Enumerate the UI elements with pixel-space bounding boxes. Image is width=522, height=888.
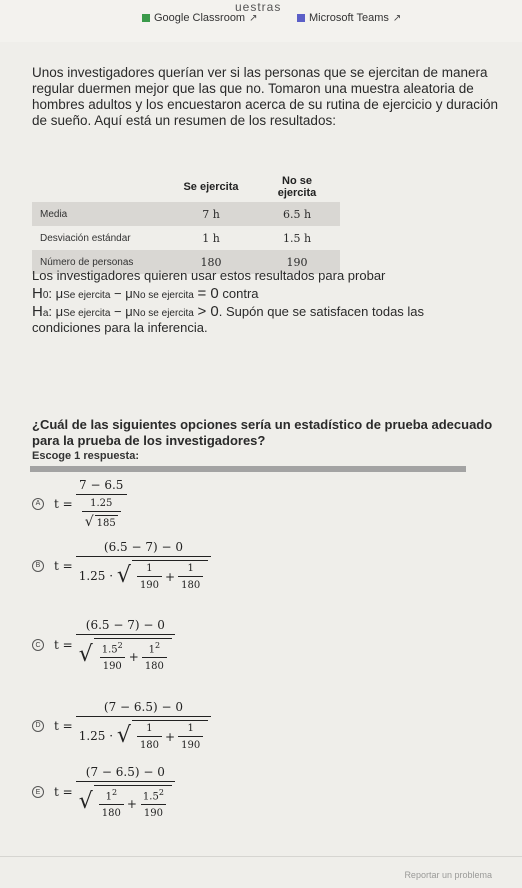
row-label: Media [32, 202, 168, 226]
term-base: 1.5 [142, 791, 159, 803]
table-cell: 180 [168, 250, 254, 274]
option-c[interactable] [32, 618, 178, 672]
col-header-exercise: Se ejercita [183, 181, 239, 193]
fraction [76, 540, 211, 591]
col-header-no-exercise: No se ejercita [277, 175, 317, 199]
external-link-icon: ↗ [249, 12, 258, 24]
square-root [85, 515, 118, 529]
plus-sign: + [165, 570, 176, 584]
term [99, 641, 126, 672]
radicand [132, 560, 208, 591]
radio-d[interactable]: D [32, 720, 44, 732]
term-base: 1 [148, 644, 155, 656]
term-den: 190 [137, 576, 162, 591]
ha-symbol: H [32, 303, 43, 320]
term-den: 180 [142, 657, 167, 672]
term-base: 1.5 [101, 644, 118, 656]
mu-symbol: μ [125, 304, 133, 319]
h0-subscript: 0 [42, 290, 49, 301]
term-num: 1 [146, 563, 153, 574]
exponent: 2 [111, 788, 118, 797]
radicand: 185 [95, 515, 118, 529]
radicand [94, 638, 172, 672]
row-label: Número de personas [32, 250, 168, 274]
table-cell: 6.5 h [254, 202, 340, 226]
term-num: 1 [146, 723, 153, 734]
denominator [76, 716, 211, 751]
term-num: 1 [187, 563, 194, 574]
table-row [32, 202, 340, 226]
numerator: 7 − 6.5 [79, 478, 124, 492]
term [137, 723, 162, 751]
term-den: 180 [137, 736, 162, 751]
table-cell: 7 h [168, 202, 254, 226]
plus-sign: + [165, 730, 176, 744]
radio-e[interactable]: E [32, 786, 44, 798]
inner-denominator [82, 511, 121, 529]
radio-b[interactable]: B [32, 560, 44, 572]
formula-e [54, 765, 178, 819]
term-den: 180 [178, 576, 203, 591]
square-root [117, 560, 208, 591]
denominator [76, 494, 127, 529]
coefficient: 1.25 · [78, 728, 114, 743]
equals-sign: = [62, 718, 73, 733]
radical-icon: √ [116, 562, 131, 588]
ha-relation: > 0 [197, 303, 219, 320]
plus-sign: + [126, 796, 137, 811]
formula-d [54, 700, 214, 751]
term-den: 180 [99, 804, 124, 819]
term-den: 190 [178, 736, 203, 751]
teams-label: Microsoft Teams [309, 12, 389, 24]
option-e[interactable] [32, 765, 178, 819]
h0-relation: = 0 [197, 285, 219, 302]
equals-sign: = [62, 785, 73, 800]
formula-a [54, 478, 130, 529]
top-cut-text: uestras [235, 0, 282, 14]
table-cell: 1 h [202, 231, 220, 245]
numerator: (6.5 − 7) − 0 [85, 618, 165, 632]
denominator [76, 556, 211, 591]
divider-bar [30, 466, 466, 472]
radical-icon: √ [78, 789, 93, 815]
numerator: (6.5 − 7) − 0 [103, 540, 183, 554]
question-text: ¿Cuál de las siguientes opciones sería un estadístico de prueba adecuado para la prueba de los investigadores? [32, 417, 493, 448]
term-num: 1 [187, 723, 194, 734]
square-root [79, 785, 172, 819]
mu-subscript: No se ejercita [132, 290, 194, 301]
denominator [76, 634, 175, 672]
minus-sign: − [114, 304, 122, 319]
term-den: 190 [141, 804, 166, 819]
mu-symbol: μ [55, 286, 64, 301]
option-a[interactable] [32, 478, 130, 529]
contra-text: contra [222, 286, 259, 301]
hypothesis-tail: . Supón que se satisfacen todas las [218, 304, 425, 319]
t-symbol: t [54, 638, 59, 653]
square-root [79, 638, 172, 672]
numerator: (7 − 6.5) − 0 [103, 700, 183, 714]
teams-link[interactable] [297, 12, 401, 24]
null-hypothesis: H0: μSe ejercita − μNo se ejercita = 0 contra [32, 285, 259, 302]
radio-c[interactable]: C [32, 639, 44, 651]
t-symbol: t [54, 558, 59, 573]
fraction [76, 618, 175, 672]
row-label: Desviación estándar [40, 232, 131, 244]
term-den: 190 [100, 657, 125, 672]
fraction [76, 700, 211, 751]
mu-symbol: μ [55, 304, 64, 319]
fraction [76, 765, 175, 819]
table-header-row [32, 172, 340, 202]
equals-sign: = [62, 638, 73, 653]
footer-divider [0, 856, 522, 857]
numerator: (7 − 6.5) − 0 [85, 765, 165, 779]
fraction [76, 478, 127, 529]
table-cell: 190 [254, 250, 340, 274]
formula-c [54, 618, 178, 672]
option-b[interactable] [32, 540, 214, 591]
minus-sign: − [114, 286, 122, 301]
problem-intro: Unos investigadores querían ver si las personas que se ejercitan de manera regular duermen mejor que las que no. Tomaron una muestra aleatoria de hombres adultos y los encuestaron acerca de su rutina de ejercicio y duración de sueño. Aquí está un resumen de los resultados: [32, 65, 499, 128]
term [99, 788, 124, 819]
denominator [76, 781, 175, 819]
formula-b [54, 540, 214, 591]
term [140, 788, 167, 819]
plus-sign: + [128, 649, 139, 664]
exponent: 2 [158, 788, 164, 797]
radical-icon: √ [78, 642, 93, 668]
mu-subscript: Se ejercita [63, 290, 111, 301]
teams-icon [297, 14, 305, 22]
coefficient: 1.25 · [78, 568, 114, 583]
mu-symbol: μ [125, 286, 133, 301]
inner-numerator: 1.25 [90, 498, 113, 509]
term [142, 641, 167, 672]
external-link-icon: ↗ [392, 12, 402, 24]
exponent: 2 [155, 641, 161, 650]
option-d[interactable] [32, 700, 214, 751]
classroom-icon [142, 14, 150, 22]
t-symbol: t [54, 785, 59, 800]
mu-subscript: No se ejercita [132, 308, 194, 319]
h0-symbol: H [32, 285, 43, 302]
equals-sign: = [62, 558, 73, 573]
ha-subscript: a [42, 308, 49, 319]
table-row [32, 226, 340, 250]
term [137, 563, 162, 591]
radical-icon: √ [116, 722, 131, 748]
term [178, 723, 203, 751]
term [178, 563, 203, 591]
report-problem-link[interactable]: Reportar un problema [404, 870, 492, 880]
classroom-link[interactable] [142, 12, 257, 24]
classroom-label: Google Classroom [154, 12, 246, 24]
hypothesis-lead: Los investigadores quieren usar estos resultados para probar [32, 268, 386, 283]
table-corner [32, 172, 168, 202]
radical-icon: √ [84, 514, 94, 530]
t-symbol: t [54, 718, 59, 733]
term-base: 1 [105, 791, 112, 803]
radicand [94, 785, 172, 819]
summary-table [32, 172, 340, 274]
table-cell: 1.5 h [282, 231, 312, 245]
mu-subscript: Se ejercita [63, 308, 111, 319]
radio-a[interactable]: A [32, 498, 44, 510]
radicand [132, 720, 208, 751]
exponent: 2 [117, 641, 123, 650]
alternative-hypothesis: Ha: μSe ejercita − μNo se ejercita > 0. Supón que se satisfacen todas las [32, 303, 425, 320]
hypothesis-tail-2: condiciones para la inferencia. [32, 320, 208, 335]
t-symbol: t [54, 496, 59, 511]
equals-sign: = [62, 496, 73, 511]
choose-label: Escoge 1 respuesta: [32, 450, 139, 462]
square-root [117, 720, 208, 751]
inner-fraction [82, 498, 121, 529]
browser-bookmark-bar [0, 0, 522, 42]
